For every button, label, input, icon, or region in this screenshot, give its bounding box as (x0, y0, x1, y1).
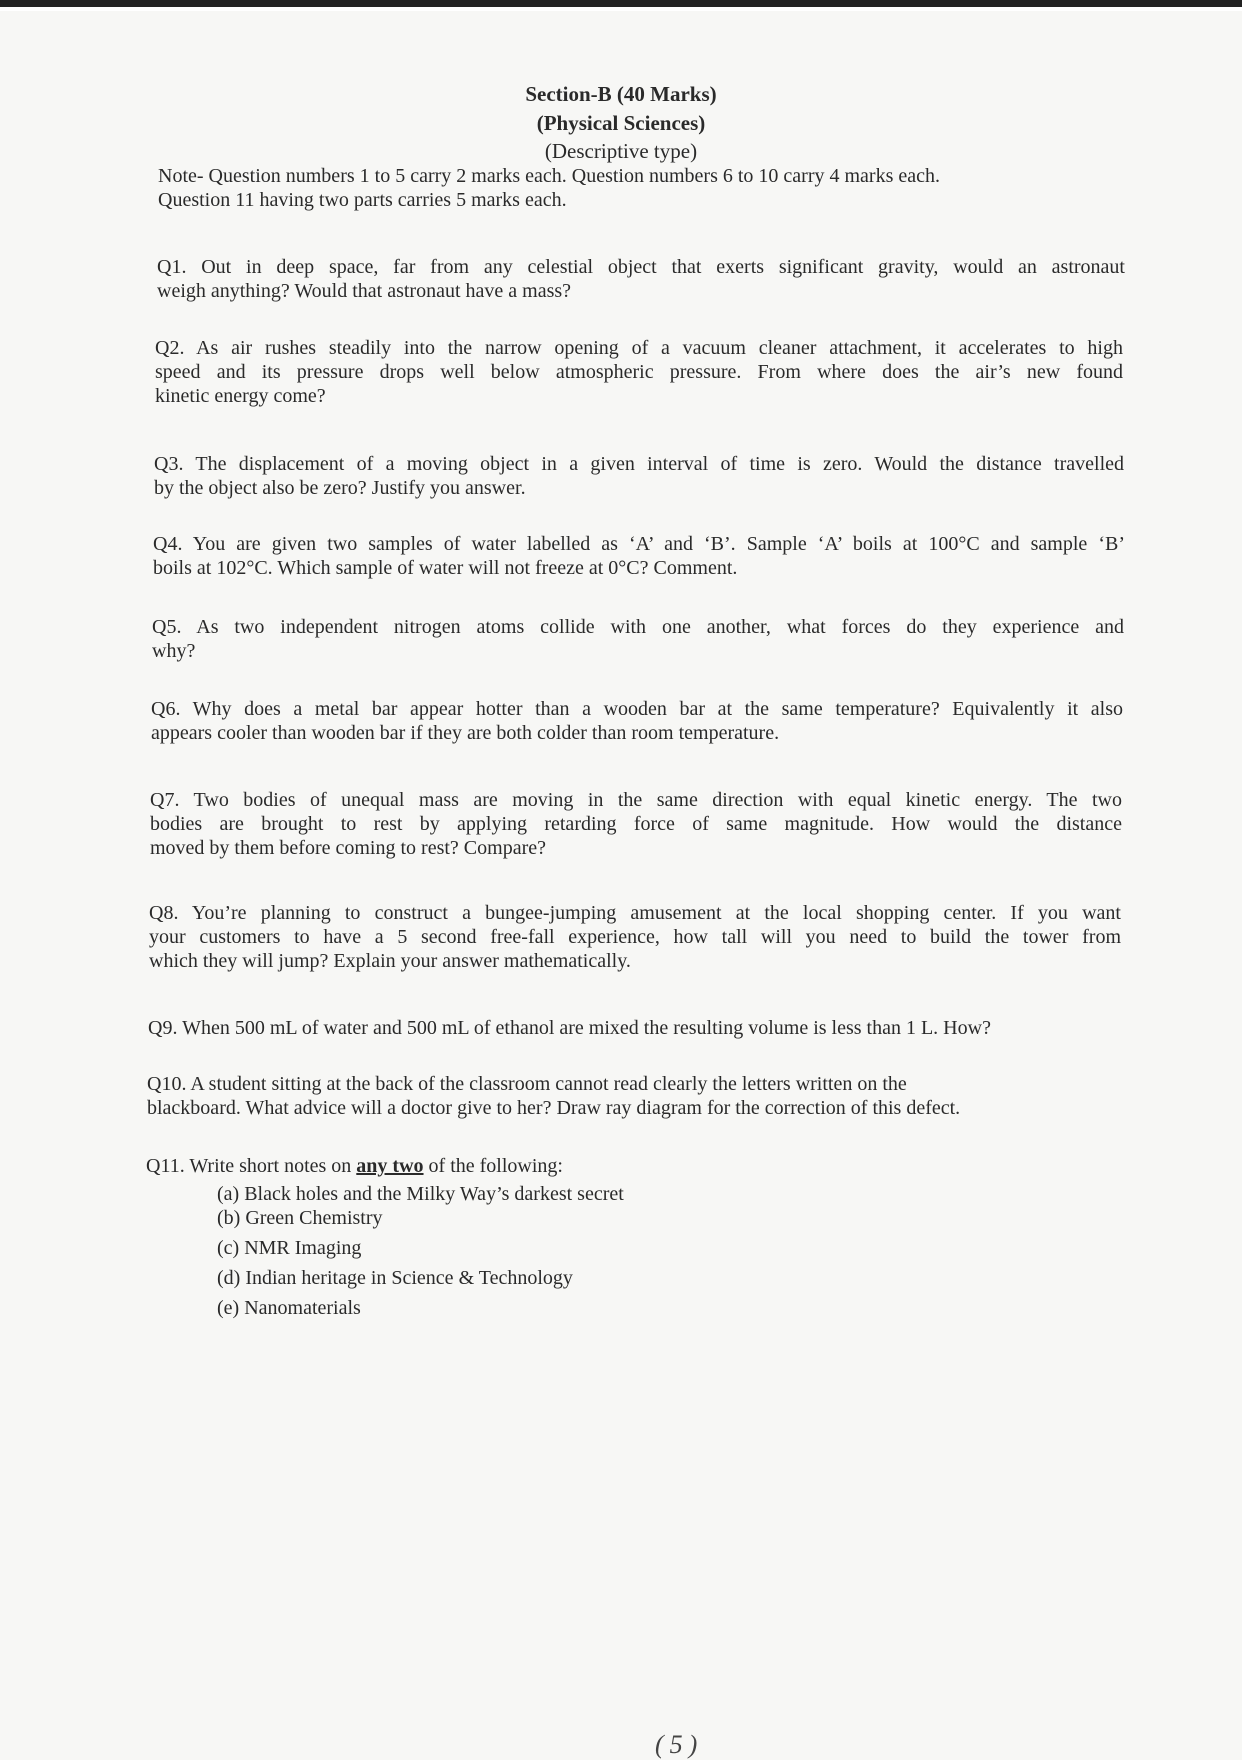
question-line: blackboard. What advice will a doctor give to her? Draw ray diagram for the correction of this defect. (147, 1097, 961, 1119)
question-line: appears cooler than wooden bar if they are both colder than room temperature. (151, 722, 780, 744)
note-line: Question 11 having two parts carries 5 marks each. (158, 189, 567, 211)
question-line: weigh anything? Would that astronaut have a mass? (157, 280, 572, 302)
q11-prefix: Q11. Write short notes on (146, 1155, 357, 1177)
q11-option: (d) Indian heritage in Science & Technology (217, 1267, 573, 1289)
q11-option: (a) Black holes and the Milky Way’s darkest secret (217, 1183, 624, 1205)
question-1 (157, 255, 1125, 303)
question-line: Q4. You are given two samples of water labelled as ‘A’ and ‘B’. Sample ‘A’ boils at 100°C and sample ‘B’ (153, 533, 1125, 555)
question-line (146, 1154, 1114, 1178)
question-line: Q7. Two bodies of unequal mass are moving in the same direction with equal kinetic energy. The two (150, 789, 1122, 811)
question-line: speed and its pressure drops well below atmospheric pressure. From where does the air’s new found (155, 361, 1123, 383)
q11-emphasis: any two (356, 1155, 424, 1177)
note-line: Note- Question numbers 1 to 5 carry 2 marks each. Question numbers 6 to 10 carry 4 marks each. (158, 165, 941, 187)
question-7 (150, 788, 1122, 860)
question-3 (154, 452, 1124, 500)
question-line: your customers to have a 5 second free-fall experience, how tall will you need to build the tower from (149, 926, 1121, 948)
question-line: moved by them before coming to rest? Compare? (150, 837, 546, 859)
question-9 (148, 1016, 1120, 1040)
question-line: Q3. The displacement of a moving object in a given interval of time is zero. Would the distance travelled (154, 453, 1124, 475)
page-number: (5) (655, 1730, 704, 1759)
question-11 (146, 1154, 1114, 1178)
question-line: by the object also be zero? Justify you answer. (154, 477, 526, 499)
question-line: boils at 102°C. Which sample of water will not freeze at 0°C? Comment. (153, 557, 738, 579)
q11-option: (b) Green Chemistry (217, 1207, 383, 1229)
question-2 (155, 336, 1123, 408)
question-type: (Descriptive type) (544, 139, 698, 163)
q11-option: (e) Nanomaterials (217, 1297, 361, 1319)
scan-border-gap (0, 7, 1242, 11)
question-line: why? (152, 640, 196, 662)
question-line: Q8. You’re planning to construct a bungee-jumping amusement at the local shopping center. If you want (149, 902, 1121, 924)
question-line: which they will jump? Explain your answer mathematically. (149, 950, 631, 972)
question-line: Q10. A student sitting at the back of the classroom cannot read clearly the letters written on the (147, 1073, 907, 1095)
question-line: kinetic energy come? (155, 385, 326, 407)
question-line: Q9. When 500 mL of water and 500 mL of ethanol are mixed the resulting volume is less than 1 L. How? (148, 1017, 991, 1039)
question-line: bodies are brought to rest by applying retarding force of same magnitude. How would the distance (150, 813, 1122, 835)
note (158, 164, 1118, 212)
question-10 (147, 1072, 1119, 1120)
question-4 (153, 532, 1125, 580)
question-line: Q2. As air rushes steadily into the narrow opening of a vacuum cleaner attachment, it accelerates to high (155, 337, 1123, 359)
scan-border (0, 0, 1242, 7)
q11-suffix: of the following: (423, 1155, 563, 1177)
question-line: Q1. Out in deep space, far from any celestial object that exerts significant gravity, would an astronaut (157, 256, 1125, 278)
question-5 (152, 615, 1124, 663)
subject-title: (Physical Sciences) (536, 111, 706, 135)
question-8 (149, 901, 1121, 973)
section-title: Section-B (40 Marks) (525, 82, 717, 106)
question-6 (151, 697, 1123, 745)
q11-options (217, 1182, 624, 1320)
q11-option: (c) NMR Imaging (217, 1237, 362, 1259)
question-line: Q6. Why does a metal bar appear hotter than a wooden bar at the same temperature? Equivalently it also (151, 698, 1123, 720)
question-line: Q5. As two independent nitrogen atoms collide with one another, what forces do they experience and (152, 616, 1124, 638)
